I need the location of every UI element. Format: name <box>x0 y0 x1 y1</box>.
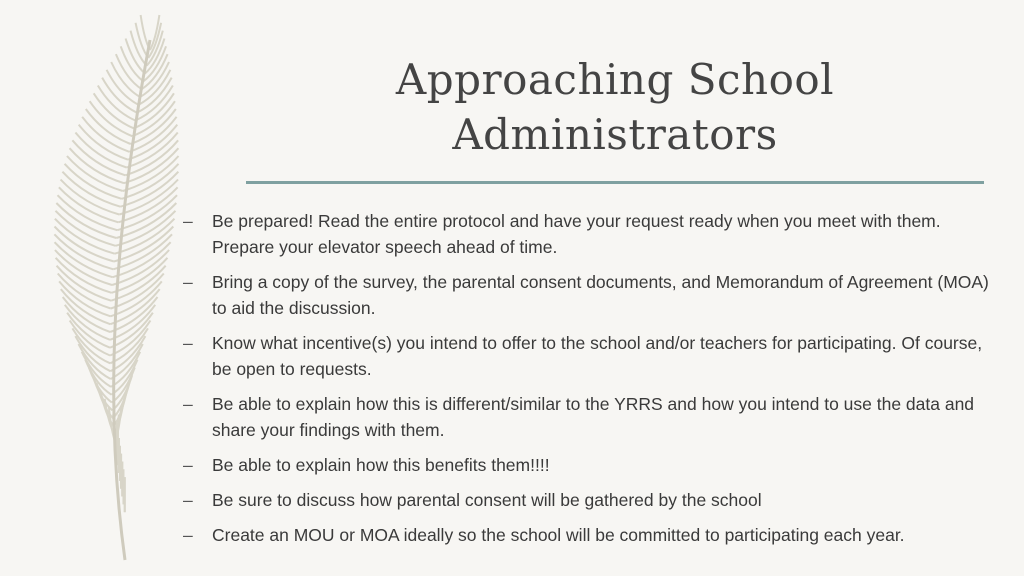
bullet-item: – Know what incentive(s) you intend to offer to the school and/or teachers for participating. Of course, be open to requests. <box>183 330 1003 382</box>
bullet-item: – Bring a copy of the survey, the parental consent documents, and Memorandum of Agreement (MOA) to aid the discussion. <box>183 269 1003 321</box>
bullet-item: – Be able to explain how this is different/similar to the YRRS and how you intend to use the data and share your findings with them. <box>183 391 1003 443</box>
bullet-item: – Be sure to discuss how parental consent will be gathered by the school <box>183 487 1003 513</box>
title-divider <box>246 181 984 184</box>
bullet-list <box>183 208 1003 557</box>
bullet-item: – Create an MOU or MOA ideally so the school will be committed to participating each year. <box>183 522 1003 548</box>
bullet-item: – Be prepared! Read the entire protocol and have your request ready when you meet with them. Prepare your elevator speech ahead of time. <box>183 208 1003 260</box>
slide-title: Approaching School Administrators <box>395 55 835 159</box>
bullet-item: – Be able to explain how this benefits them!!!! <box>183 452 1003 478</box>
